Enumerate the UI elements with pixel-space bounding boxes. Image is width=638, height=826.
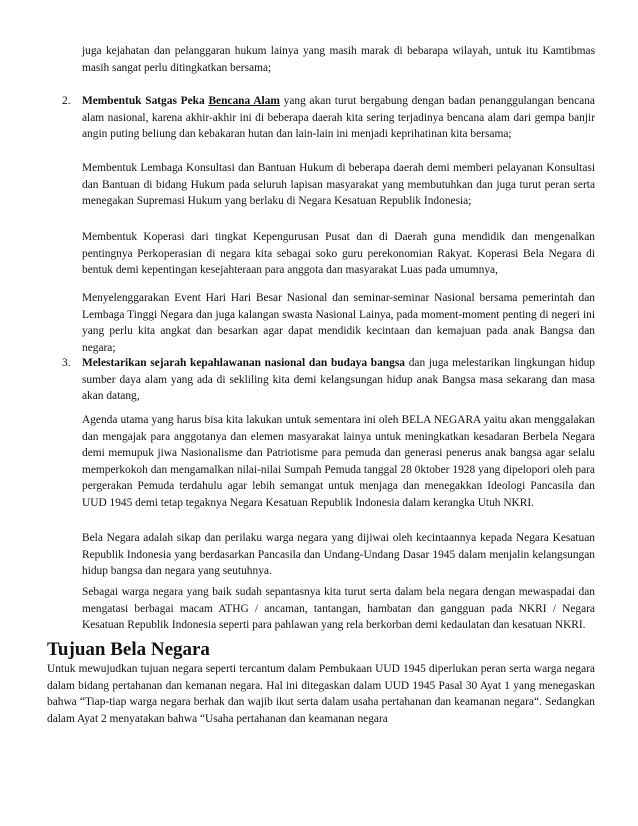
paragraph-sebagai-warga: Sebagai warga negara yang baik sudah sepantasnya kita turut serta dalam bela negara dengan mewaspadai dan mengatasi berbagai macam ATHG / ancaman, tantangan, hambatan dan gangguan pada NKRI / Negara Kesatuan Republik Indonesia seperti para pahlawan yang rela berkorban demi kedaulatan dan kesatuan NKRI.	[82, 586, 595, 632]
item-title-satgas: Membentuk Satgas Peka	[82, 95, 205, 107]
list-number-2: 2.	[62, 95, 71, 107]
paragraph-event: Menyelenggarakan Event Hari Hari Besar Nasional dan seminar-seminar Nasional bersama pemerintah dan Lembaga Tinggi Negara dan juga kalangan swasta Nasional Lainya, pada moment-moment penting di negeri ini yang perlu kita angkat dan besarkan agar dapat mendidik kecintaan dan kemajuan pada anak Bangsa dan negara;	[82, 292, 595, 354]
list-item-satgas	[82, 93, 595, 143]
paragraph-tujuan: Untuk mewujudkan tujuan negara seperti tercantum dalam Pembukaan UUD 1945 diperlukan peran serta warga negara dalam bidang pertahanan dan kemanan negara. Hal ini ditegaskan dalam UUD 1945 Pasal 30 Ayat 1 yang menegaskan bahwa “Tiap-tiap warga negara berhak dan wajib ikut serta dalam usaha pertahanan dan keamanan negara“. Sedangkan dalam Ayat 2 menyatakan bahwa “Usaha pertahanan dan keamanan negara	[47, 663, 595, 725]
paragraph-kamtibmas: juga kejahatan dan pelanggaran hukum lainya yang masih marak di bebarapa wilayah, untuk itu Kamtibmas masih sangat perlu ditingkatkan bersama;	[82, 45, 595, 74]
item-title-sejarah: Melestarikan sejarah kepahlawanan nasional dan budaya bangsa	[82, 357, 405, 369]
paragraph-lembaga-hukum: Membentuk Lembaga Konsultasi dan Bantuan Hukum di beberapa daerah demi memberi pelayanan Konsultasi dan Bantuan di bidang Hukum pada seluruh lapisan masyarakat yang membutuhkan dan juga turut peran serta menegakan Supremasi Hukum yang berlaku di Negara Kesatuan Republik Indonesia;	[82, 162, 595, 208]
paragraph-sikap-bela-negara: Bela Negara adalah sikap dan perilaku warga negara yang dijiwai oleh kecintaannya kepada Negara Kesatuan Republik Indonesia yang berdasarkan Pancasila dan Undang-Undang Dasar 1945 dalam menjalin kelangsungan hidup bangsa dan negara yang seutuhnya.	[82, 532, 595, 578]
list-number-3: 3.	[62, 357, 71, 369]
item-text-satgas: yang akan turut bergabung dengan badan penanggulangan bencana alam nasional, karena akhir-akhir ini di beberapa daerah kita sering terjadinya bencana alam dari gempa banjir angin puting beliung dan kebakaran hutan dan lain-lain ini menjadi keprihatinan kita bersama;	[82, 95, 595, 141]
paragraph-agenda: Agenda utama yang harus bisa kita lakukan untuk sementara ini oleh BELA NEGARA yaitu akan menggalakan dan mengajak para anggotanya dan elemen masyarakat lainya untuk meningkatkan kesadaran Berbela Negara demi memupuk jiwa Nasionalisme dan Patriotisme para pemuda dan generasi penerus anak bangsa agar selalu memperkokoh dan mengamalkan nilai-nilai Sumpah Pemuda tanggal 28 0ktober 1928 yang dipelopori oleh para pergerakan Pemuda terdahulu agar lebih semangat untuk menjaga dan menegakkan Ideologi Pancasila dan UUD 1945 demi tetap tegaknya Negara Kesatuan Republik Indonesia dalam kerangka Utuh NKRI.	[82, 414, 595, 509]
paragraph-koperasi: Membentuk Koperasi dari tingkat Kepengurusan Pusat dan di Daerah guna mendidik dan mengenalkan pentingnya Perkoperasian di negara kita sebagai soko guru perekonomian Rakyat. Koperasi Bela Negara di bentuk demi kepentingan kesejahteraan para anggota dan masyarakat Luas pada umumnya,	[82, 231, 595, 277]
list-item-sejarah	[82, 355, 595, 405]
section-heading: Tujuan Bela Negara	[47, 639, 210, 660]
item-title-bencana-alam: Bencana Alam	[208, 95, 280, 107]
item-text-sejarah: dan juga melestarikan lingkungan hidup sumber daya alam yang ada di sekliling kita demi kelangsungan hidup anak Bangsa masa sekarang dan masa akan datang,	[82, 357, 595, 403]
